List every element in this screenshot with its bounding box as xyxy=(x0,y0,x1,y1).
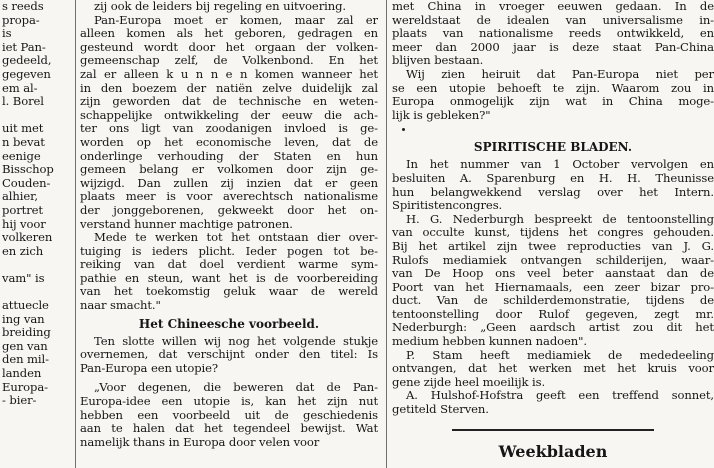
top-line-block xyxy=(80,0,378,14)
text-line: „Voor degenen, die beweren dat de Pan- xyxy=(94,381,378,395)
text-line: gedeeld, xyxy=(2,54,52,68)
text-line: Spiritistencongres. xyxy=(392,199,503,213)
text-line: der jonggeborenen, gekweekt door het on- xyxy=(80,203,378,217)
text-line: attuecle xyxy=(2,299,49,313)
text-line: namelijk thans in Europa door velen voor xyxy=(80,435,320,449)
middle-column xyxy=(80,0,378,468)
text-line: getiteld Sterven. xyxy=(392,403,489,417)
text-line: schappelijke ontwikkeling der eeuw die ach- xyxy=(80,108,378,122)
text-line: plaats meer is voor averechtsch nationalisme xyxy=(80,190,378,204)
text-line: Wij zien heiruit dat Pan-Europa niet per xyxy=(406,67,714,81)
text-line: uit met xyxy=(2,122,44,136)
text-line: gesteund wordt door het orgaan der volken- xyxy=(80,40,378,54)
text-line: l. Borel xyxy=(2,95,44,109)
text-line: is xyxy=(2,27,12,41)
column-divider xyxy=(75,0,76,468)
text-line xyxy=(0,109,72,123)
text-line: worden op het economische leven, dat de xyxy=(80,135,378,149)
text-line: Rulofs mediamiek ontvangen schilderijen, waar- xyxy=(392,253,714,267)
text-line: van occulte kunst, tijdens het congres gehouden. xyxy=(392,226,714,240)
text-line: Pan-Europa een utopie? xyxy=(80,361,219,375)
text-line: Bij het artikel zijn twee reproducties van J. G. xyxy=(392,239,714,253)
text-line: - bier- xyxy=(2,394,37,408)
text-line: ing van xyxy=(2,312,45,326)
paragraph xyxy=(392,349,714,390)
text-line: gene zijde heel moeilijk is. xyxy=(392,375,546,389)
paragraph xyxy=(80,231,378,313)
text-line: Mede te werken tot het ontstaan dier over- xyxy=(94,231,378,245)
text-line: aan te halen dat het tegendeel bewijst. Wat xyxy=(80,422,378,436)
text-line: volkeren xyxy=(2,231,53,245)
paragraph xyxy=(392,158,714,212)
paragraph xyxy=(392,0,714,68)
text-line: reiking van dat doel verdient warme sym- xyxy=(80,258,378,272)
text-line: propa- xyxy=(2,13,40,27)
text-line: plaats van nationalisme reeds ontwikkeld, en xyxy=(392,27,714,41)
text-line: em al- xyxy=(2,81,38,95)
text-line: en zich xyxy=(2,244,44,258)
text-line: tentoonstelling door Rulof gegeven, zegt mr. xyxy=(392,307,714,321)
right-column xyxy=(392,0,714,468)
text-line: Poort van het Hiernamaals, een zeer bizar pro- xyxy=(392,280,714,294)
text-line: blijven bestaan. xyxy=(392,54,484,68)
text-line: in den boezem der natiën zelve duidelijk zal xyxy=(80,81,378,95)
text-line: Europa- xyxy=(2,380,49,394)
text-line xyxy=(0,285,72,299)
text-line xyxy=(0,258,72,272)
text-line: met China in vroeger eeuwen gedaan. In de xyxy=(392,0,714,13)
text-line: onderlinge verhouding der Staten en hun xyxy=(80,149,378,163)
left-column-lines xyxy=(0,0,72,408)
text-line: Europa onmogelijk zijn wat in China moge- xyxy=(392,95,714,109)
text-line: hij voor xyxy=(2,217,46,231)
text-line: Europa-idee een utopie is, kan het zijn nut xyxy=(80,395,378,409)
text-line: n bevat xyxy=(2,135,45,149)
text-line: lijk is gebleken?" xyxy=(392,108,491,122)
text-line: zijn geworden dat de technische en weten- xyxy=(80,95,378,109)
text-line: Pan-Europa moet er komen, maar zal er xyxy=(94,13,378,27)
text-line: se een utopie behoeft te zijn. Waarom zou in xyxy=(392,81,714,95)
text-line: Nederburgh: „Geen aardsch artist zou dit het xyxy=(392,321,714,335)
paragraph xyxy=(80,381,378,449)
text-line: iet Pan- xyxy=(2,40,46,54)
left-column xyxy=(0,0,72,468)
text-line: eenige xyxy=(2,149,41,163)
text-line: ontvangen, dat het werken met het kruis voor xyxy=(392,362,714,376)
text-line: van het toekomstig geluk waar de wereld xyxy=(80,285,378,299)
text-line: alhier, xyxy=(2,190,38,204)
text-line: verstand hunner machtige patronen. xyxy=(80,217,293,231)
text-line: breiding xyxy=(2,326,51,340)
paragraph xyxy=(80,14,378,232)
text-line: A. Hulshof-Hofstra geeft een treffend sonnet, xyxy=(406,389,714,403)
text-line: duct. Van de schilderdemonstratie, tijdens de xyxy=(392,294,714,308)
text-line: gemeenschap zelf, de Volkenbond. En het xyxy=(80,54,378,68)
text-line: gegeven xyxy=(2,67,51,81)
text-line: besluiten A. Sparenburg en H. H. Theunisse xyxy=(392,171,714,185)
text-line: gen van xyxy=(2,339,48,353)
text-line: s reeds xyxy=(2,0,44,13)
text-line: naar smacht." xyxy=(80,299,161,313)
section-heading: Het Chineesche voorbeeld. xyxy=(138,316,320,331)
text-line: tuiging is ieders plicht. Ieder pogen tot be- xyxy=(80,244,378,258)
text-line: zij ook de leiders bij regeling en uitvoering. xyxy=(94,0,347,13)
text-line: landen xyxy=(2,367,42,381)
text-line: wijzigd. Dan zullen zij inzien dat er geen xyxy=(80,176,378,190)
text-line: overnemen, dat verschijnt onder den titel: Is xyxy=(80,348,378,362)
text-line: Couden- xyxy=(2,176,51,190)
text-line: alleen komen als het geboren, gedragen en xyxy=(80,27,378,41)
text-line: In het nummer van 1 October vervolgen en xyxy=(406,158,714,172)
text-line: den mil- xyxy=(2,353,49,367)
text-line: zal er alleen k u n n e n komen wanneer het xyxy=(80,67,378,81)
section-heading-large: Weekbladen xyxy=(498,441,608,461)
paragraph xyxy=(392,68,714,122)
text-line: Ten slotte willen wij nog het volgende stukje xyxy=(94,334,378,348)
text-line: vam" is xyxy=(2,271,45,285)
paragraph xyxy=(392,213,714,349)
text-line: pathie en steun, want het is de voorbereiding xyxy=(80,271,378,285)
text-line: meer dan 2000 jaar is deze staat Pan-China xyxy=(392,40,714,54)
text-line: ter ons ligt van zoodanigen invloed is ge- xyxy=(80,122,378,136)
text-line: medium hebben kunnen nadoen". xyxy=(392,335,587,349)
text-line: H. G. Nederburgh bespreekt de tentoonstelling xyxy=(406,212,714,226)
column-divider xyxy=(386,0,387,468)
text-line: wereldstaat de idealen van universalisme in- xyxy=(392,13,714,27)
text-line: van De Hoop ons veel beter aanstaat dan de xyxy=(392,267,714,281)
section-heading: SPIRITISCHE BLADEN. xyxy=(473,140,633,155)
text-line: Bisschop xyxy=(2,163,54,177)
horizontal-rule xyxy=(392,417,714,439)
separator-dot xyxy=(392,122,714,136)
paragraph xyxy=(392,389,714,416)
text-line: gemeen belang er volkomen door zijn ge- xyxy=(80,163,378,177)
text-line: hun belangwekkend verslag over het Intern. xyxy=(392,185,714,199)
paragraph xyxy=(80,335,378,376)
text-line: portret xyxy=(2,203,43,217)
text-line: P. Stam heeft mediamiek de mededeeling xyxy=(406,348,714,362)
text-line: hebben een voorbeeld uit de geschiedenis xyxy=(80,408,378,422)
